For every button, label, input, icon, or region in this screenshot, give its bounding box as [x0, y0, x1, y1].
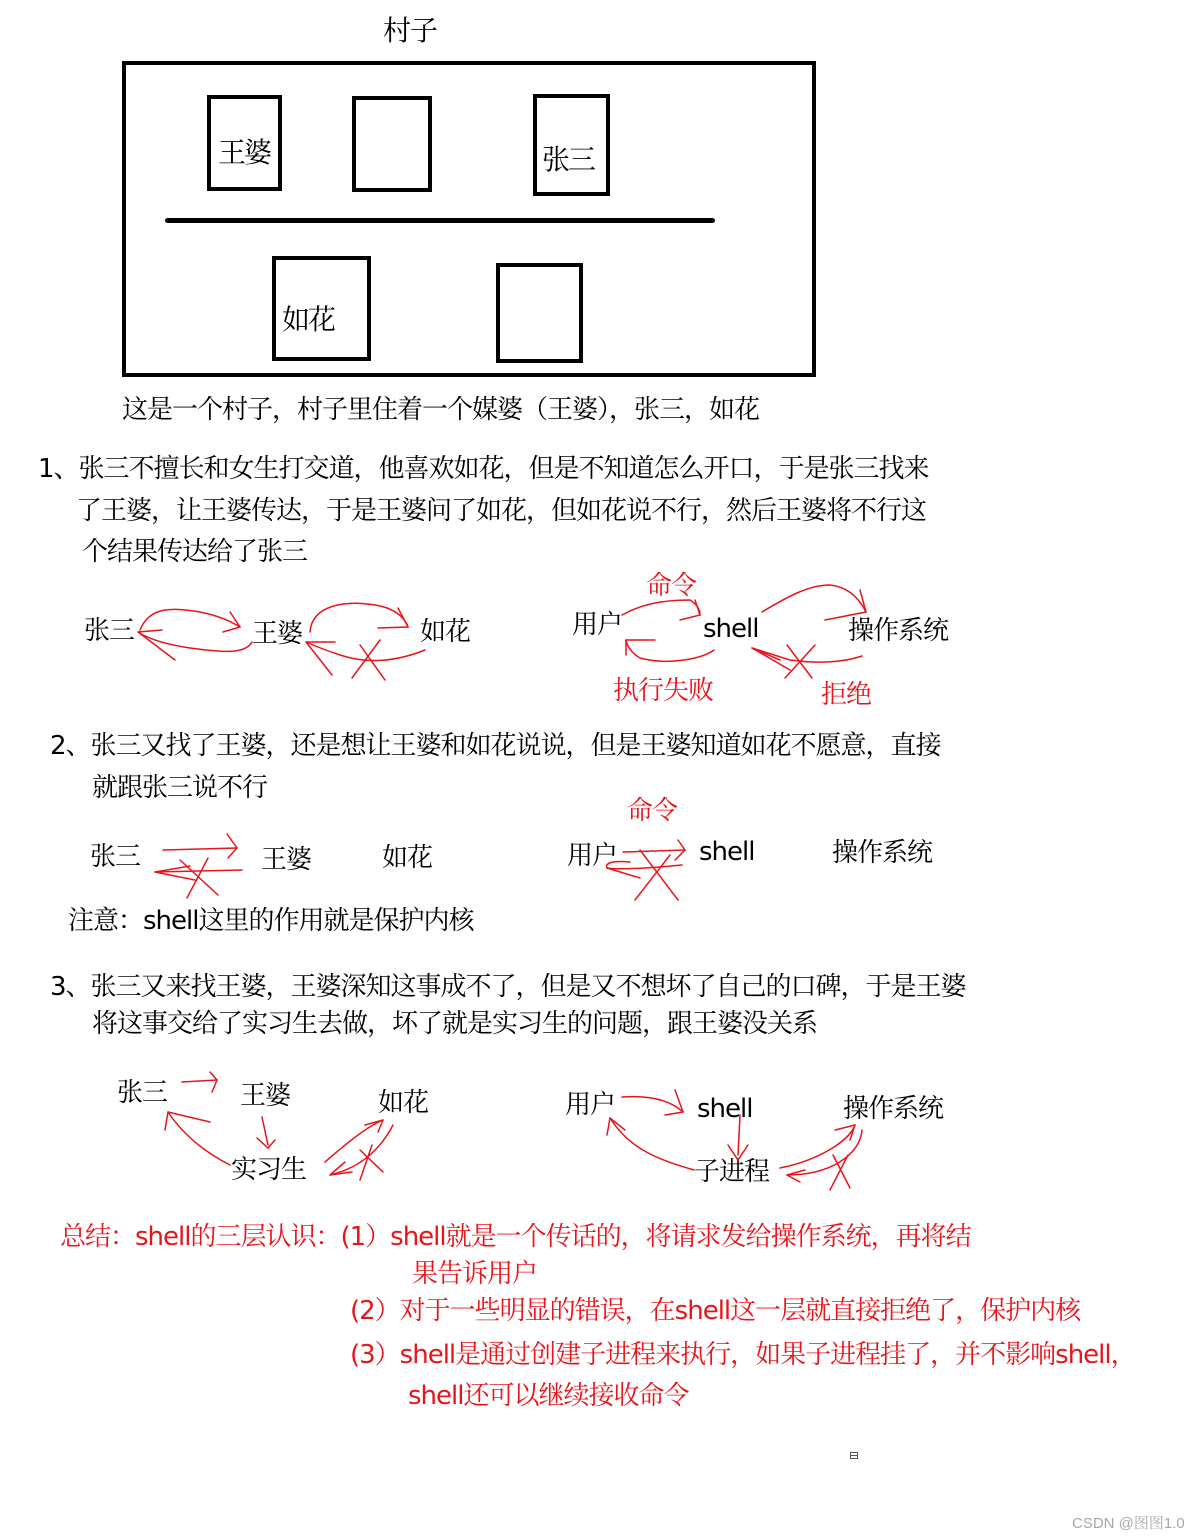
arrow-head-icon	[330, 1162, 352, 1175]
node-wangpo: 王婆	[252, 619, 303, 649]
node-wangpo: 王婆	[240, 1081, 291, 1111]
node-ruhua: 如花	[420, 617, 471, 647]
cross-icon	[785, 645, 815, 678]
section1-line: 了王婆，让王婆传达，于是王婆问了如花，但如花说不行，然后王婆将不行这	[76, 496, 927, 526]
node-zhangsan: 张三	[90, 842, 141, 872]
village-title: 村子	[383, 14, 438, 47]
annotation-exec-fail: 执行失败	[613, 676, 714, 706]
summary-point-3-cont: shell还可以继续接收命令	[408, 1381, 689, 1411]
summary-lead-cont: 果告诉用户	[412, 1259, 538, 1289]
node-os: 操作系统	[832, 838, 933, 868]
node-child-process: 子进程	[694, 1157, 770, 1187]
annotation-command: 命令	[646, 571, 697, 601]
house-ruhua	[272, 256, 371, 361]
arrow-head-icon	[165, 1112, 210, 1130]
section1-line: 1、张三不擅长和女生打交道，他喜欢如花，但是不知道怎么开口，于是张三找来	[38, 454, 929, 484]
arrow-head-icon	[227, 834, 237, 858]
arrow-icon	[607, 861, 682, 868]
section3-line: 将这事交给了实习生去做，坏了就是实习生的问题，跟王婆没关系	[92, 1009, 818, 1039]
summary-point-3: (3）shell是通过创建子进程来执行，如果子进程挂了，并不影响shell，	[350, 1340, 1136, 1370]
arrow-head-icon	[835, 1125, 855, 1140]
arrow-icon	[310, 603, 408, 632]
arrow-icon	[752, 648, 862, 662]
arrow-head-icon	[257, 1138, 275, 1148]
arrow-head-icon	[607, 1118, 625, 1135]
arrow-icon	[182, 1080, 217, 1082]
node-shell: shell	[697, 1094, 753, 1124]
arrow-head-icon	[675, 840, 685, 860]
house-label: 如花	[282, 303, 335, 336]
arrow-icon	[138, 632, 252, 651]
section1-line: 个结果传达给了张三	[82, 537, 308, 567]
node-user: 用户	[565, 1090, 616, 1120]
arrow-head-icon	[665, 1090, 683, 1115]
house-wangpo	[207, 95, 282, 191]
node-ruhua: 如花	[378, 1088, 429, 1118]
cross-icon	[360, 1145, 383, 1180]
arrow-icon	[262, 1117, 268, 1145]
house-zhangsan	[533, 94, 610, 196]
node-user: 用户	[572, 610, 623, 640]
node-os: 操作系统	[848, 616, 949, 646]
arrow-icon	[140, 609, 240, 630]
cross-icon	[635, 850, 678, 900]
house-empty	[352, 96, 432, 192]
village-caption: 这是一个村子，村子里住着一个媒婆（王婆），张三，如花	[122, 395, 760, 425]
arrow-icon	[325, 1120, 383, 1162]
node-os: 操作系统	[843, 1094, 944, 1124]
house-label: 王婆	[218, 136, 271, 169]
section2-note: 注意：shell这里的作用就是保护内核	[68, 906, 474, 936]
cross-icon	[830, 1155, 850, 1190]
section2-line: 就跟张三说不行	[92, 773, 268, 803]
arrow-head-icon	[223, 612, 240, 632]
arrow-head-icon	[138, 630, 175, 660]
arrow-icon	[787, 1130, 862, 1175]
house-label: 张三	[542, 143, 595, 176]
arrow-head-icon	[626, 640, 655, 655]
arrow-head-icon	[378, 608, 408, 628]
node-shell: shell	[703, 614, 759, 644]
arrow-icon	[622, 600, 700, 615]
cross-icon	[352, 640, 385, 680]
node-zhangsan: 张三	[117, 1078, 168, 1108]
node-intern: 实习生	[231, 1155, 307, 1185]
house-empty	[496, 263, 583, 363]
arrow-icon	[155, 870, 242, 872]
arrow-icon	[762, 585, 866, 612]
arrow-icon	[306, 642, 425, 660]
node-shell: shell	[699, 837, 755, 867]
arrow-head-icon	[210, 1072, 217, 1092]
node-wangpo: 王婆	[261, 845, 312, 875]
arrow-icon	[610, 1118, 694, 1170]
summary-lead: 总结：shell的三层认识：(1）shell就是一个传话的，将请求发给操作系统，再将结	[60, 1222, 971, 1252]
annotation-command: 命令	[627, 796, 678, 826]
road	[165, 218, 715, 223]
image-placeholder-icon	[850, 1452, 858, 1459]
arrow-head-icon	[155, 866, 195, 880]
cross-icon	[180, 858, 218, 898]
arrow-head-icon	[752, 648, 790, 670]
arrow-icon	[622, 1097, 683, 1112]
section3-line: 3、张三又来找王婆，王婆深知这事成不了，但是又不想坏了自己的口碑，于是王婆	[50, 972, 966, 1002]
watermark: CSDN @图图1.0	[1072, 1515, 1185, 1532]
arrow-icon	[626, 640, 714, 661]
arrow-head-icon	[680, 600, 700, 620]
arrow-head-icon	[787, 1170, 805, 1182]
arrow-icon	[168, 1112, 230, 1165]
arrow-head-icon	[306, 642, 335, 675]
arrow-icon	[780, 1125, 855, 1168]
annotation-reject: 拒绝	[821, 680, 872, 710]
node-ruhua: 如花	[382, 843, 433, 873]
arrow-head-icon	[365, 1120, 383, 1132]
section2-line: 2、张三又找了王婆，还是想让王婆和如花说说，但是王婆知道如花不愿意，直接	[50, 731, 941, 761]
summary-point-2: (2）对于一些明显的错误，在shell这一层就直接拒绝了，保护内核	[350, 1296, 1081, 1326]
arrow-icon	[330, 1125, 393, 1175]
arrow-icon	[163, 848, 237, 850]
arrow-icon	[623, 850, 685, 852]
node-zhangsan: 张三	[84, 616, 135, 646]
node-user: 用户	[567, 841, 618, 871]
